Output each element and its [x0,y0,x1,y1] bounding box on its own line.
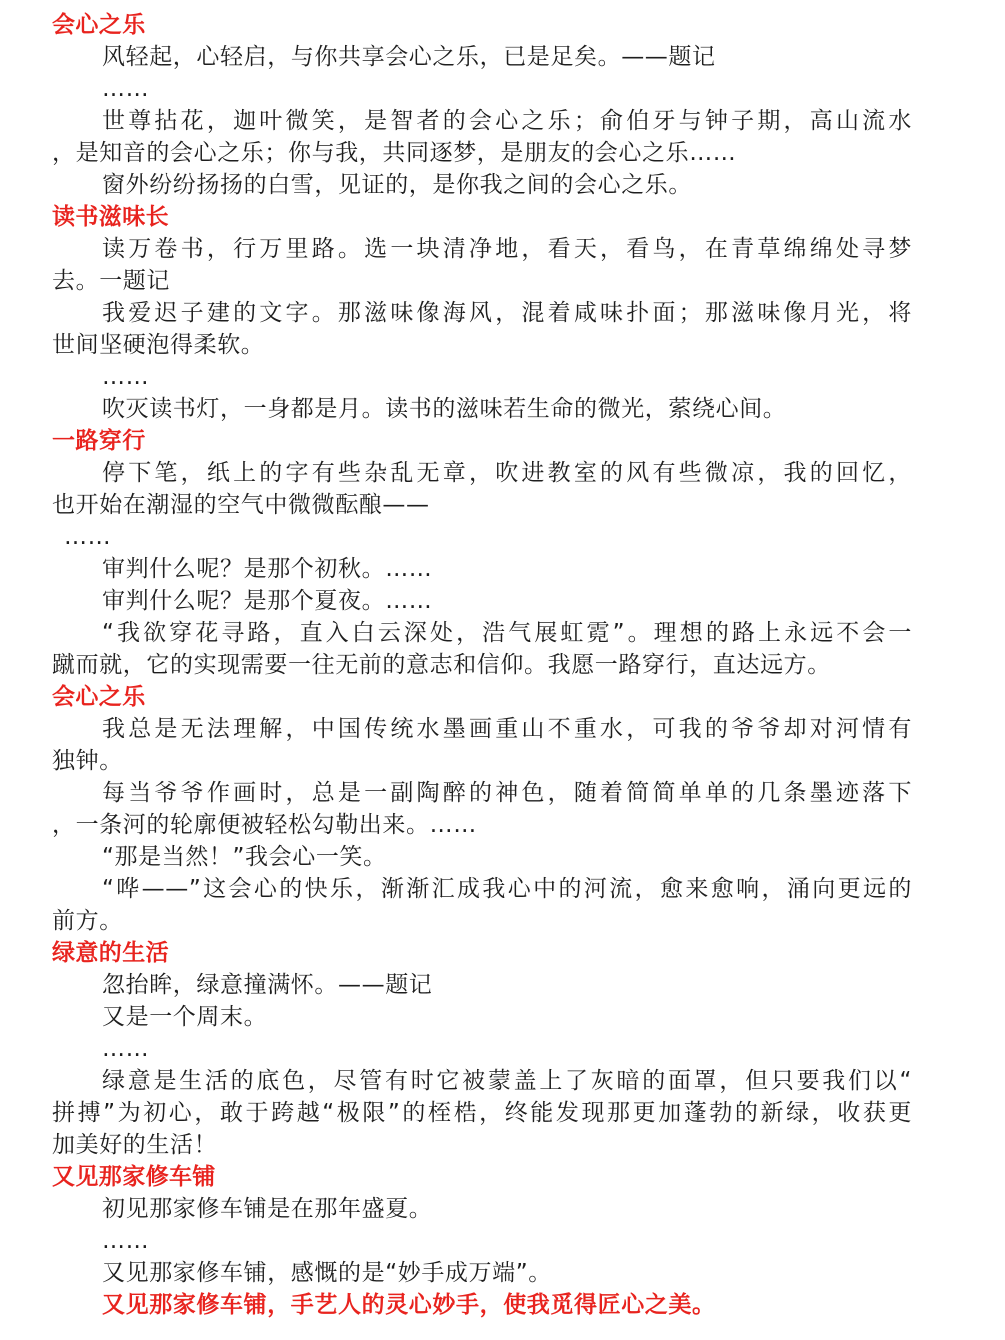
text-line: “那是当然！”我会心一笑。 [102,844,387,870]
essay-excerpts [52,9,912,1321]
text-line: 世间坚硬泡得柔软。 [52,332,265,358]
text-line: …… [102,1228,150,1254]
text-line: …… [64,524,112,550]
section-title: 又见那家修车铺 [52,1164,216,1190]
text-line: ，是知音的会心之乐；你与我，共同逐梦，是朋友的会心之乐…… [52,140,737,166]
text-line: 拼搏”为初心，敢于跨越“极限”的桎梏，终能发现那更加蓬勃的新绿，收获更 [52,1100,912,1126]
text-line: 停下笔，纸上的字有些杂乱无章，吹进教室的风有些微凉，我的回忆， [102,460,912,486]
text-line: 加美好的生活！ [52,1132,218,1158]
text-line: …… [102,364,150,390]
section-title: 读书滋味长 [52,204,169,230]
text-line: 吹灭读书灯，一身都是月。读书的滋味若生命的微光，萦绕心间。 [102,396,787,422]
text-line: 独钟。 [52,748,123,774]
text-line: 忽抬眸，绿意撞满怀。——题记 [102,972,433,998]
text-line: 又见那家修车铺，感慨的是“妙手成万端”。 [102,1260,552,1286]
text-line: “哗——”这会心的快乐，渐渐汇成我心中的河流，愈来愈响，涌向更远的 [102,876,912,902]
text-line: …… [102,1036,150,1062]
text-line: 每当爷爷作画时，总是一副陶醉的神色，随着简简单单的几条墨迹落下 [102,780,912,806]
text-line: 绿意是生活的底色，尽管有时它被蒙盖上了灰暗的面罩，但只要我们以“ [102,1068,912,1094]
text-line: 风轻起，心轻启，与你共享会心之乐，已是足矣。——题记 [102,44,716,70]
text-line: ，一条河的轮廓便被轻松勾勒出来。…… [52,812,477,838]
text-line: 读万卷书，行万里路。选一块清净地，看天，看鸟，在青草绵绵处寻梦 [102,236,912,262]
text-line: 蹴而就，它的实现需要一往无前的意志和信仰。我愿一路穿行，直达远方。 [52,652,831,678]
text-line: 我爱迟子建的文字。那滋味像海风，混着咸味扑面；那滋味像月光，将 [102,300,912,326]
text-line: 审判什么呢？是那个夏夜。…… [102,588,433,614]
text-line: 前方。 [52,908,123,934]
text-line: 窗外纷纷扬扬的白雪，见证的，是你我之间的会心之乐。 [102,172,692,198]
text-line: 审判什么呢？是那个初秋。…… [102,556,433,582]
text-line: 又是一个周末。 [102,1004,268,1030]
text-line: 初见那家修车铺是在那年盛夏。 [102,1196,433,1222]
section-title: 绿意的生活 [52,940,169,966]
text-line: “我欲穿花寻路，直入白云深处，浩气展虹霓”。理想的路上永远不会一 [102,620,912,646]
highlight-line: 又见那家修车铺，手艺人的灵心妙手，使我觅得匠心之美。 [102,1292,716,1318]
text-line: …… [102,76,150,102]
text-line: 世尊拈花，迦叶微笑，是智者的会心之乐；俞伯牙与钟子期，高山流水 [102,108,912,134]
section-title: 会心之乐 [52,684,146,710]
text-line: 去。一题记 [52,268,170,294]
section-title: 会心之乐 [52,12,146,38]
text-line: 我总是无法理解，中国传统水墨画重山不重水，可我的爷爷却对河情有 [102,716,912,742]
text-line: 也开始在潮湿的空气中微微酝酿—— [52,492,430,518]
section-title: 一路穿行 [52,428,146,454]
